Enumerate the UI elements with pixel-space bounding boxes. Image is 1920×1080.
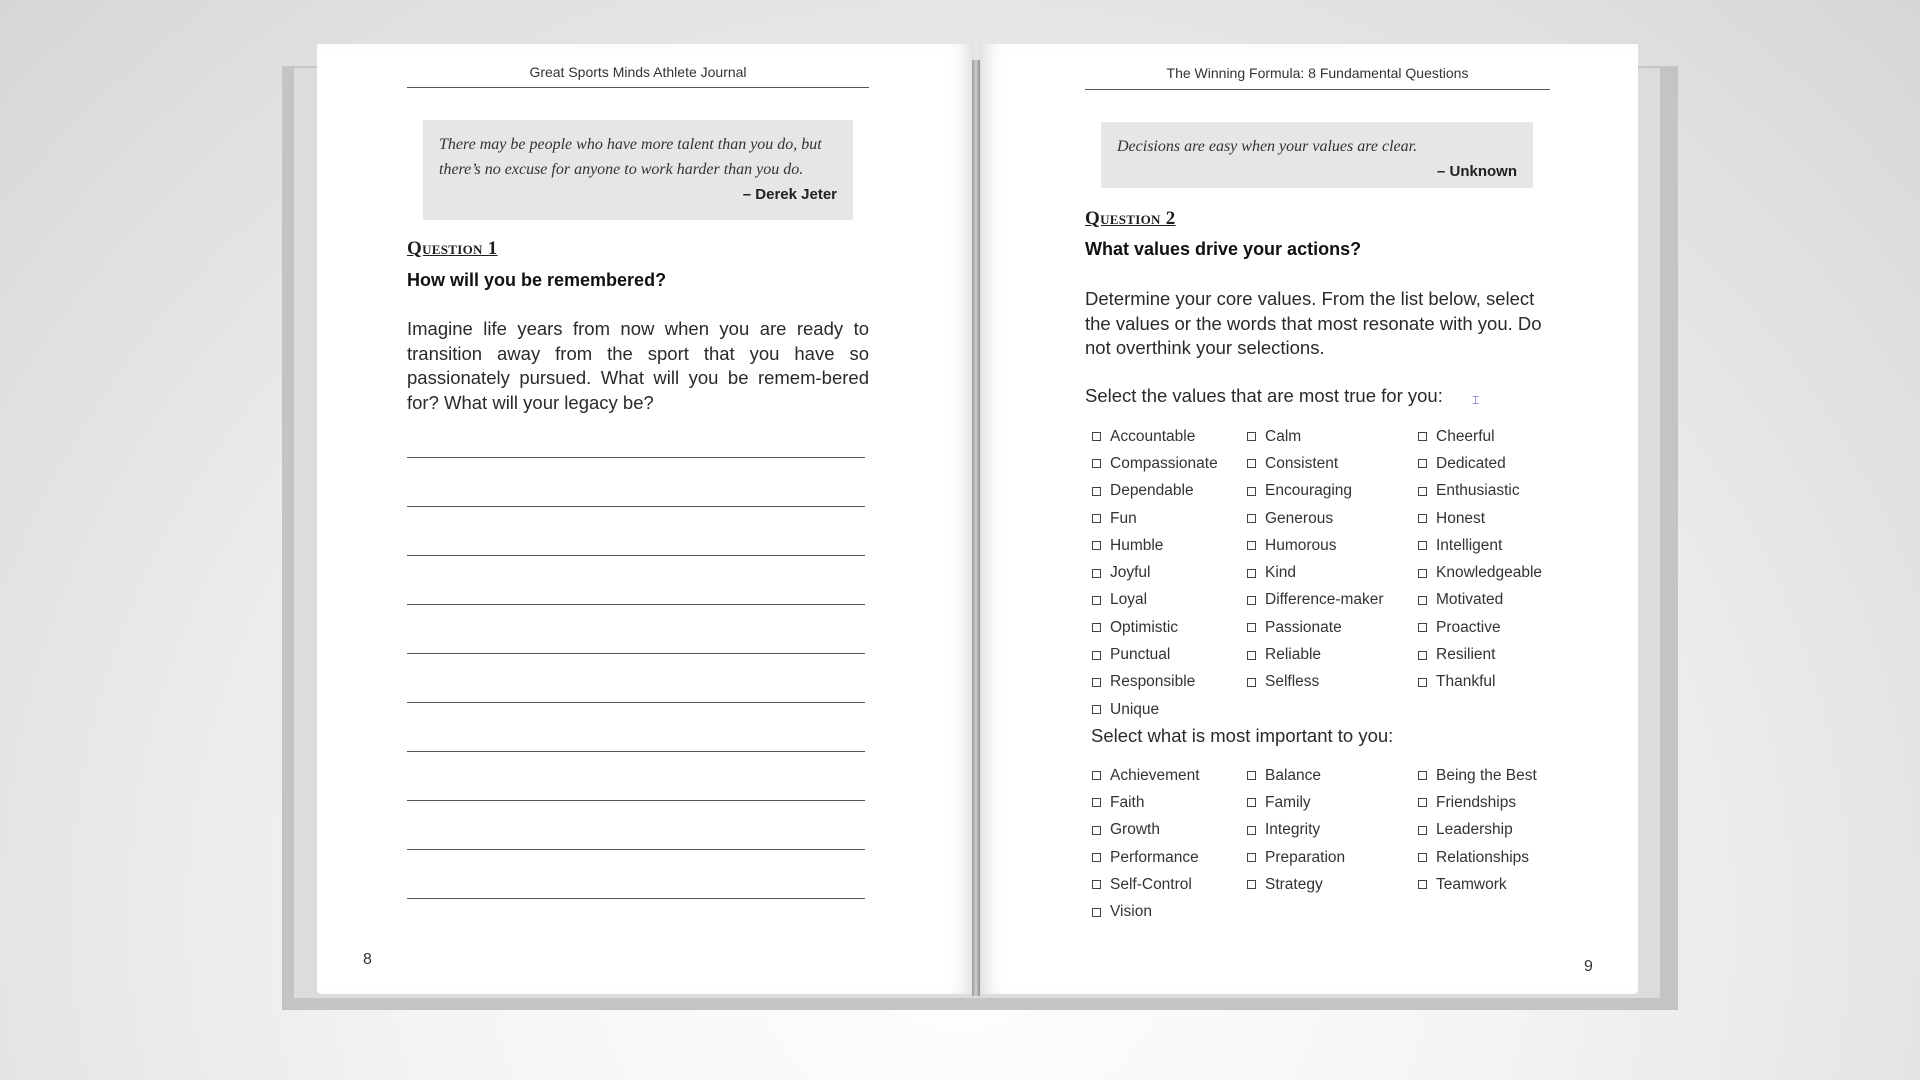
important-option[interactable]: Faith <box>1092 789 1200 816</box>
important-option[interactable]: Teamwork <box>1418 871 1537 898</box>
writing-line[interactable] <box>407 604 865 605</box>
important-option[interactable]: Integrity <box>1247 817 1345 844</box>
checkbox-empty-icon[interactable] <box>1092 651 1101 660</box>
checkbox-empty-icon[interactable] <box>1418 459 1427 468</box>
important-option[interactable]: Preparation <box>1247 844 1345 871</box>
value-option[interactable]: Reliable <box>1247 641 1384 668</box>
mouse-cursor-icon: ⌶ <box>1472 393 1480 407</box>
value-option[interactable]: Unique <box>1092 696 1218 723</box>
checkbox-empty-icon[interactable] <box>1247 514 1256 523</box>
checkbox-empty-icon[interactable] <box>1092 623 1101 632</box>
right-quote-box <box>1101 122 1533 188</box>
value-option[interactable]: Proactive <box>1418 614 1542 641</box>
important-option[interactable]: Relationships <box>1418 844 1537 871</box>
value-option[interactable]: Optimistic <box>1092 614 1218 641</box>
left-page-number: 8 <box>363 951 372 968</box>
right-question-title: What values drive your actions? <box>1085 239 1362 259</box>
checkbox-empty-icon[interactable] <box>1247 596 1256 605</box>
checkbox-empty-icon[interactable] <box>1247 623 1256 632</box>
value-option[interactable]: Intelligent <box>1418 532 1542 559</box>
writing-line[interactable] <box>407 506 865 507</box>
checkbox-empty-icon[interactable] <box>1418 541 1427 550</box>
value-option[interactable]: Enthusiastic <box>1418 478 1542 505</box>
checkbox-empty-icon[interactable] <box>1418 853 1427 862</box>
important-column-1 <box>1092 762 1200 926</box>
writing-line[interactable] <box>407 898 865 899</box>
checkbox-empty-icon[interactable] <box>1092 432 1101 441</box>
right-page-number: 9 <box>1584 958 1593 975</box>
value-option[interactable]: Difference-maker <box>1247 587 1384 614</box>
value-option[interactable]: Accountable <box>1092 423 1218 450</box>
important-option[interactable]: Vision <box>1092 898 1200 925</box>
important-option[interactable]: Self-Control <box>1092 871 1200 898</box>
important-column-2 <box>1247 762 1345 898</box>
writing-line[interactable] <box>407 702 865 703</box>
left-question-title: How will you be remembered? <box>407 270 667 290</box>
important-option[interactable]: Balance <box>1247 762 1345 789</box>
checkbox-empty-icon[interactable] <box>1092 514 1101 523</box>
checkbox-empty-icon[interactable] <box>1418 432 1427 441</box>
important-option[interactable]: Family <box>1247 789 1345 816</box>
checkbox-empty-icon[interactable] <box>1092 487 1101 496</box>
value-option[interactable]: Generous <box>1247 505 1384 532</box>
checkbox-empty-icon[interactable] <box>1247 826 1256 835</box>
checkbox-empty-icon[interactable] <box>1418 569 1427 578</box>
left-quote-text: There may be people who have more talent than you do, but there’s no excuse for anyone to work harder than you do. <box>439 136 822 178</box>
checkbox-empty-icon[interactable] <box>1418 678 1427 687</box>
checkbox-empty-icon[interactable] <box>1092 771 1101 780</box>
important-prompt: Select what is most important to you: <box>1091 725 1394 746</box>
important-column-3 <box>1418 762 1537 898</box>
checkbox-empty-icon[interactable] <box>1247 853 1256 862</box>
value-option[interactable]: Punctual <box>1092 641 1218 668</box>
value-option[interactable]: Compassionate <box>1092 450 1218 477</box>
checkbox-empty-icon[interactable] <box>1247 569 1256 578</box>
value-option[interactable]: Motivated <box>1418 587 1542 614</box>
checkbox-empty-icon[interactable] <box>1092 908 1101 917</box>
important-option[interactable]: Leadership <box>1418 817 1537 844</box>
checkbox-empty-icon[interactable] <box>1418 514 1427 523</box>
writing-line[interactable] <box>407 457 865 458</box>
important-option[interactable]: Friendships <box>1418 789 1537 816</box>
checkbox-empty-icon[interactable] <box>1092 853 1101 862</box>
left-question-label: Question 1 <box>407 238 498 259</box>
checkbox-empty-icon[interactable] <box>1092 596 1101 605</box>
checkbox-empty-icon[interactable] <box>1247 541 1256 550</box>
checkbox-empty-icon[interactable] <box>1418 880 1427 889</box>
value-option[interactable]: Joyful <box>1092 559 1218 586</box>
value-option[interactable]: Fun <box>1092 505 1218 532</box>
value-option[interactable]: Loyal <box>1092 587 1218 614</box>
checkbox-empty-icon[interactable] <box>1418 487 1427 496</box>
checkbox-empty-icon[interactable] <box>1247 432 1256 441</box>
value-option[interactable]: Thankful <box>1418 669 1542 696</box>
value-option[interactable]: Selfless <box>1247 669 1384 696</box>
checkbox-empty-icon[interactable] <box>1092 569 1101 578</box>
important-option[interactable]: Growth <box>1092 817 1200 844</box>
writing-line[interactable] <box>407 849 865 850</box>
values-prompt: Select the values that are most true for you: <box>1085 385 1443 406</box>
value-option[interactable]: Calm <box>1247 423 1384 450</box>
value-option[interactable]: Encouraging <box>1247 478 1384 505</box>
left-header-rule <box>407 87 869 88</box>
checkbox-empty-icon[interactable] <box>1092 541 1101 550</box>
checkbox-empty-icon[interactable] <box>1247 487 1256 496</box>
right-body-text: Determine your core values. From the list below, select the values or the words that most resonate with you. Do not overthink your selections. <box>1085 288 1542 358</box>
important-option[interactable]: Being the Best <box>1418 762 1537 789</box>
checkbox-empty-icon[interactable] <box>1247 678 1256 687</box>
value-option[interactable]: Responsible <box>1092 669 1218 696</box>
value-option[interactable]: Dependable <box>1092 478 1218 505</box>
value-option[interactable]: Humble <box>1092 532 1218 559</box>
value-option[interactable]: Passionate <box>1247 614 1384 641</box>
checkbox-empty-icon[interactable] <box>1247 880 1256 889</box>
checkbox-empty-icon[interactable] <box>1247 798 1256 807</box>
value-option[interactable]: Honest <box>1418 505 1542 532</box>
right-quote-author: – Unknown <box>1436 163 1517 180</box>
writing-line[interactable] <box>407 555 865 556</box>
values-column-2 <box>1247 423 1384 696</box>
book-spine <box>972 60 980 996</box>
checkbox-empty-icon[interactable] <box>1247 771 1256 780</box>
writing-line[interactable] <box>407 800 865 801</box>
writing-line[interactable] <box>407 653 865 654</box>
values-column-3 <box>1418 423 1542 696</box>
checkbox-empty-icon[interactable] <box>1092 678 1101 687</box>
checkbox-empty-icon[interactable] <box>1092 880 1101 889</box>
value-option[interactable]: Kind <box>1247 559 1384 586</box>
important-option[interactable]: Performance <box>1092 844 1200 871</box>
values-column-1 <box>1092 423 1218 723</box>
left-quote-author: – Derek Jeter <box>742 186 837 203</box>
checkbox-empty-icon[interactable] <box>1418 771 1427 780</box>
checkbox-empty-icon[interactable] <box>1418 596 1427 605</box>
left-running-head: Great Sports Minds Athlete Journal <box>529 64 747 80</box>
checkbox-empty-icon[interactable] <box>1092 459 1101 468</box>
left-quote-box <box>423 120 853 220</box>
checkbox-empty-icon[interactable] <box>1092 798 1101 807</box>
checkbox-empty-icon[interactable] <box>1247 651 1256 660</box>
checkbox-empty-icon[interactable] <box>1418 651 1427 660</box>
checkbox-empty-icon[interactable] <box>1092 705 1101 714</box>
value-option[interactable]: Dedicated <box>1418 450 1542 477</box>
right-question-label: Question 2 <box>1085 208 1176 229</box>
checkbox-empty-icon[interactable] <box>1418 623 1427 632</box>
value-option[interactable]: Humorous <box>1247 532 1384 559</box>
checkbox-empty-icon[interactable] <box>1418 798 1427 807</box>
writing-line[interactable] <box>407 751 865 752</box>
right-running-head: The Winning Formula: 8 Fundamental Questions <box>1166 65 1469 81</box>
value-option[interactable]: Cheerful <box>1418 423 1542 450</box>
important-option[interactable]: Achievement <box>1092 762 1200 789</box>
important-option[interactable]: Strategy <box>1247 871 1345 898</box>
checkbox-empty-icon[interactable] <box>1092 826 1101 835</box>
value-option[interactable]: Resilient <box>1418 641 1542 668</box>
value-option[interactable]: Knowledgeable <box>1418 559 1542 586</box>
right-quote-text: Decisions are easy when your values are clear. <box>1117 138 1418 155</box>
right-header-rule <box>1085 89 1550 90</box>
value-option[interactable]: Consistent <box>1247 450 1384 477</box>
checkbox-empty-icon[interactable] <box>1418 826 1427 835</box>
left-body-text: Imagine life years from now when you are ready to transition away from the sport that you have so passionately pursued. What will you be remem-bered for? What will your legacy be? <box>407 318 869 413</box>
checkbox-empty-icon[interactable] <box>1247 459 1256 468</box>
